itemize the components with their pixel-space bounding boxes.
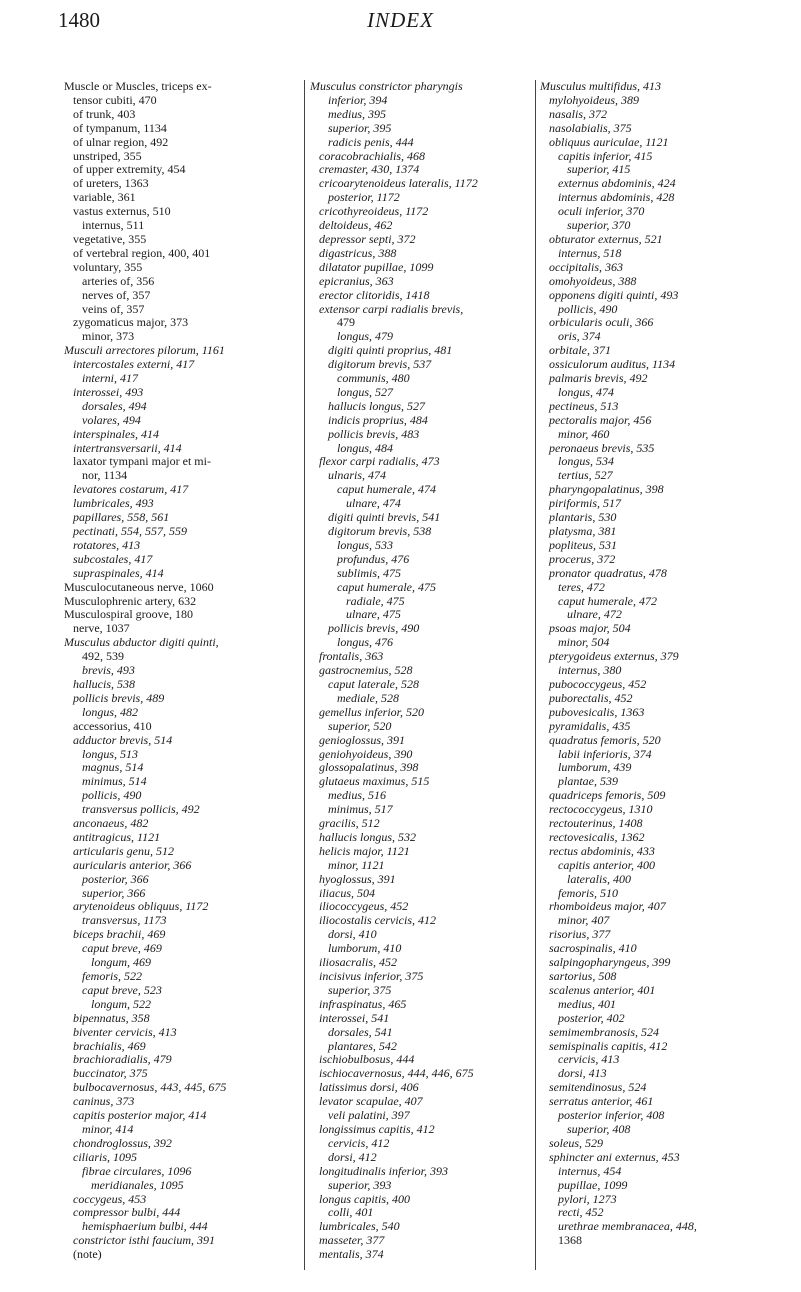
index-subentry: gastrocnemius, 528 [319, 663, 413, 678]
index-subentry: chondroglossus, 392 [73, 1135, 172, 1150]
index-subentry: rectovesicalis, 1362 [549, 829, 645, 844]
index-subentry: laxator tympani major et mi- [73, 454, 211, 469]
index-subentry: oris, 374 [558, 329, 601, 344]
index-subentry: hemisphaerium bulbi, 444 [82, 1219, 208, 1234]
index-subentry: obturator externus, 521 [549, 231, 663, 246]
index-subentry: nerve, 1037 [73, 621, 130, 636]
index-subentry: auricularis anterior, 366 [73, 857, 192, 872]
index-subentry: dorsi, 412 [328, 1149, 377, 1164]
index-subentry: constrictor isthi faucium, 391 [73, 1233, 215, 1248]
index-subentry: biventer cervicis, 413 [73, 1024, 177, 1039]
index-subentry: digitorum brevis, 537 [328, 357, 432, 372]
index-columns [64, 80, 746, 1280]
index-subentry: pollicis brevis, 490 [328, 621, 420, 636]
index-subentry: longitudinalis inferior, 393 [319, 1163, 449, 1178]
index-subentry: rotatores, 413 [73, 537, 141, 552]
index-subentry: transversus pollicis, 492 [82, 802, 200, 817]
index-subentry: minor, 504 [558, 635, 610, 650]
index-subentry: plantares, 542 [328, 1038, 397, 1053]
index-subentry: helicis major, 1121 [319, 843, 410, 858]
index-subentry: pupillae, 1099 [558, 1177, 628, 1192]
index-subentry: rhomboideus major, 407 [549, 899, 666, 914]
index-subentry: digiti quinti proprius, 481 [328, 343, 453, 358]
index-heading: Musculospiral groove, 180 [64, 607, 193, 622]
index-subentry: orbitale, 371 [549, 343, 611, 358]
index-subentry: internus, 380 [558, 663, 622, 678]
index-subentry: adductor brevis, 514 [73, 732, 173, 747]
index-subentry: extensor carpi radialis brevis, [319, 301, 464, 316]
index-subentry: mentalis, 374 [319, 1247, 384, 1262]
index-subentry: superior, 375 [328, 982, 392, 997]
index-subentry: genioglossus, 391 [319, 732, 406, 747]
index-subentry: internus, 518 [558, 245, 622, 260]
index-subentry: internus, 511 [82, 218, 145, 233]
index-subentry: longus, 479 [337, 329, 394, 344]
index-subentry: transversus, 1173 [82, 913, 167, 928]
index-subentry: voluntary, 355 [73, 259, 143, 274]
index-subentry: deltoideus, 462 [319, 218, 393, 233]
index-subentry: minor, 414 [82, 1121, 134, 1136]
index-subentry: scalenus anterior, 401 [549, 982, 656, 997]
index-subentry: incisivus inferior, 375 [319, 969, 424, 983]
index-subentry: biceps brachii, 469 [73, 927, 166, 942]
index-subentry: longus, 527 [337, 384, 394, 399]
index-subentry: caninus, 373 [73, 1094, 135, 1109]
index-subentry: oculi inferior, 370 [558, 204, 645, 219]
index-subentry: of ureters, 1363 [73, 176, 149, 191]
index-subentry: labii inferioris, 374 [558, 746, 652, 761]
index-subentry: caput humerale, 472 [558, 593, 657, 608]
index-subentry: longus, 484 [337, 440, 394, 455]
index-subentry: arteries of, 356 [82, 273, 155, 288]
index-subentry: caput humerale, 475 [337, 579, 436, 594]
index-subentry: pharyngopalatinus, 398 [549, 482, 664, 497]
index-subentry: volares, 494 [82, 412, 141, 427]
index-subentry: bulbocavernosus, 443, 445, 675 [73, 1080, 227, 1095]
index-subentry: depressor septi, 372 [319, 231, 416, 246]
index-subentry: of upper extremity, 454 [73, 162, 186, 177]
index-subentry: pollicis brevis, 483 [328, 426, 420, 441]
index-subentry: cervicis, 412 [328, 1135, 390, 1150]
index-subentry: platysma, 381 [549, 524, 617, 538]
index-subentry: posterior, 366 [82, 871, 149, 886]
index-subentry: pollicis, 490 [82, 788, 142, 803]
index-subentry: ciliaris, 1095 [73, 1149, 138, 1164]
index-subentry: posterior, 402 [558, 1010, 625, 1025]
index-subentry: palmaris brevis, 492 [549, 371, 648, 386]
index-subentry: hyoglossus, 391 [319, 871, 396, 886]
index-subentry: veins of, 357 [82, 301, 145, 316]
index-heading: Musculi arrectores pilorum, 1161 [64, 343, 225, 358]
index-subentry: pylori, 1273 [558, 1191, 617, 1206]
index-subentry: geniohyoideus, 390 [319, 746, 413, 761]
index-subentry: occipitalis, 363 [549, 259, 623, 274]
index-subentry: minor, 373 [82, 329, 135, 344]
index-subentry: pterygoideus externus, 379 [549, 649, 679, 664]
index-subentry: digitorum brevis, 538 [328, 524, 432, 538]
index-subentry: orbicularis oculi, 366 [549, 315, 654, 330]
index-subentry: epicranius, 363 [319, 273, 394, 288]
index-subentry: fibrae circulares, 1096 [82, 1163, 192, 1178]
index-heading: Musculocutaneous nerve, 1060 [64, 579, 214, 594]
index-subentry: levatores costarum, 417 [73, 482, 189, 497]
index-subentry: masseter, 377 [319, 1233, 385, 1248]
index-subentry: superior, 393 [328, 1177, 392, 1192]
index-subentry: obliquus auriculae, 1121 [549, 134, 669, 149]
index-subentry: longus, 476 [337, 635, 394, 650]
index-subentry: rectouterinus, 1408 [549, 816, 643, 831]
index-subentry: sublimis, 475 [337, 565, 402, 580]
index-subentry: semitendinosus, 524 [549, 1080, 647, 1095]
index-subentry: anconaeus, 482 [73, 816, 149, 831]
index-subentry: popliteus, 531 [549, 537, 617, 552]
index-subentry: dorsi, 413 [558, 1066, 607, 1081]
index-subentry: caput breve, 469 [82, 941, 162, 956]
index-subentry: coccygeus, 453 [73, 1191, 147, 1206]
running-head-title: INDEX [367, 8, 434, 32]
index-subentry: gemellus inferior, 520 [319, 704, 424, 719]
index-subentry: levator scapulae, 407 [319, 1094, 423, 1109]
index-heading: Musculophrenic artery, 632 [64, 593, 197, 608]
index-subentry: sphincter ani externus, 453 [549, 1149, 680, 1164]
index-subentry: 492, 539 [82, 649, 124, 664]
index-subentry: ulnare, 474 [346, 496, 401, 511]
index-subentry: meridianales, 1095 [91, 1177, 184, 1192]
index-subentry: glossopalatinus, 398 [319, 760, 419, 775]
index-subentry: cervicis, 413 [558, 1052, 620, 1067]
index-heading: Musculus abductor digiti quinti, [64, 635, 219, 650]
index-column-1 [64, 80, 289, 1272]
index-subentry: 1368 [558, 1233, 582, 1248]
index-subentry: posterior, 1172 [328, 190, 400, 205]
index-subentry: latissimus dorsi, 406 [319, 1080, 419, 1095]
index-subentry: salpingopharyngeus, 399 [549, 955, 671, 970]
index-subentry: externus abdominis, 424 [558, 176, 676, 191]
index-subentry: gracilis, 512 [319, 816, 380, 831]
index-subentry: dilatator pupillae, 1099 [319, 259, 434, 274]
index-subentry: superior, 366 [82, 885, 146, 900]
column-divider [535, 80, 536, 1270]
index-subentry: magnus, 514 [82, 760, 144, 775]
index-subentry: piriformis, 517 [549, 496, 622, 511]
index-subentry: supraspinales, 414 [73, 565, 164, 580]
index-subentry: dorsales, 494 [82, 398, 147, 413]
index-subentry: iliococcygeus, 452 [319, 899, 409, 914]
index-subentry: lumborum, 439 [558, 760, 632, 775]
index-subentry: ischiocavernosus, 444, 446, 675 [319, 1066, 474, 1081]
index-subentry: cricothyreoideus, 1172 [319, 204, 429, 219]
index-subentry: tertius, 527 [558, 468, 613, 483]
index-subentry: ischiobulbosus, 444 [319, 1052, 415, 1067]
index-subentry: of trunk, 403 [73, 106, 136, 121]
page-number: 1480 [58, 8, 100, 32]
index-subentry: caput breve, 523 [82, 982, 162, 997]
index-subentry: nor, 1134 [82, 468, 128, 483]
index-subentry: soleus, 529 [549, 1135, 603, 1150]
index-subentry: nasolabialis, 375 [549, 120, 632, 135]
index-subentry: cricoarytenoideus lateralis, 1172 [319, 176, 478, 191]
index-subentry: capitis inferior, 415 [558, 148, 653, 163]
index-subentry: serratus anterior, 461 [549, 1094, 654, 1109]
index-subentry: brevis, 493 [82, 663, 135, 678]
index-subentry: pubococcygeus, 452 [549, 676, 647, 691]
index-subentry: articularis genu, 512 [73, 843, 174, 858]
index-subentry: communis, 480 [337, 371, 410, 386]
index-subentry: lumbricales, 540 [319, 1219, 400, 1234]
index-subentry: lumborum, 410 [328, 941, 402, 956]
index-subentry: buccinator, 375 [73, 1066, 148, 1081]
index-heading: Muscle or Muscles, triceps ex- [64, 79, 212, 93]
index-subentry: opponens digiti quinti, 493 [549, 287, 679, 302]
index-subentry: pectineus, 513 [549, 398, 619, 413]
index-subentry: posterior inferior, 408 [558, 1108, 665, 1123]
index-subentry: pyramidalis, 435 [549, 718, 631, 733]
index-subentry: internus, 454 [558, 1163, 622, 1178]
index-subentry: intertransversarii, 414 [73, 440, 182, 455]
index-subentry: pectinati, 554, 557, 559 [73, 524, 187, 538]
index-subentry: procerus, 372 [549, 551, 616, 566]
index-subentry: zygomaticus major, 373 [73, 315, 189, 330]
index-subentry: urethrae membranacea, 448, [558, 1219, 697, 1234]
index-subentry: tensor cubiti, 470 [73, 92, 157, 107]
index-subentry: caput humerale, 474 [337, 482, 436, 497]
index-subentry: subcostales, 417 [73, 551, 153, 566]
index-subentry: ossiculorum auditus, 1134 [549, 357, 676, 372]
index-subentry: sartorius, 508 [549, 969, 617, 983]
index-subentry: minor, 407 [558, 913, 610, 928]
index-subentry: semimembranosis, 524 [549, 1024, 659, 1039]
index-subentry: medius, 401 [558, 996, 616, 1011]
index-subentry: nerves of, 357 [82, 287, 151, 302]
index-subentry: medius, 516 [328, 788, 386, 803]
index-subentry: puborectalis, 452 [549, 690, 633, 705]
index-subentry: capitis anterior, 400 [558, 857, 656, 872]
index-subentry: hallucis longus, 527 [328, 398, 426, 413]
index-subentry: longus, 533 [337, 537, 394, 552]
index-subentry: digiti quinti brevis, 541 [328, 510, 441, 525]
index-subentry: capitis posterior major, 414 [73, 1108, 207, 1123]
index-subentry: longus, 534 [558, 454, 615, 469]
index-subentry: profundus, 476 [337, 551, 410, 566]
index-subentry: dorsi, 410 [328, 927, 377, 942]
index-subentry: longum, 469 [91, 955, 151, 970]
index-column-3 [540, 80, 748, 1272]
index-subentry: flexor carpi radialis, 473 [319, 454, 440, 469]
index-subentry: superior, 408 [567, 1121, 631, 1136]
index-subentry: infraspinatus, 465 [319, 996, 407, 1011]
index-subentry: superior, 395 [328, 120, 392, 135]
index-subentry: inferior, 394 [328, 92, 388, 107]
index-subentry: omohyoideus, 388 [549, 273, 637, 288]
index-subentry: pronator quadratus, 478 [549, 565, 667, 580]
index-subentry: antitragicus, 1121 [73, 829, 161, 844]
index-subentry: radiale, 475 [346, 593, 405, 608]
index-subentry: iliosacralis, 452 [319, 955, 398, 970]
index-subentry: iliocostalis cervicis, 412 [319, 913, 436, 928]
index-subentry: plantaris, 530 [549, 510, 617, 525]
index-subentry: 479 [337, 315, 355, 330]
index-subentry: variable, 361 [73, 190, 136, 205]
index-subentry: ulnare, 472 [567, 607, 622, 622]
index-subentry: brachialis, 469 [73, 1038, 146, 1053]
index-heading: Musculus constrictor pharyngis [310, 79, 463, 93]
index-subentry: minimus, 517 [328, 802, 393, 817]
index-subentry: medius, 395 [328, 106, 386, 121]
index-subentry: psoas major, 504 [549, 621, 631, 636]
index-subentry: pollicis, 490 [558, 301, 618, 316]
index-subentry: recti, 452 [558, 1205, 604, 1220]
index-subentry: lumbricales, 493 [73, 496, 154, 511]
index-subentry: plantae, 539 [558, 774, 618, 789]
index-subentry: brachioradialis, 479 [73, 1052, 172, 1067]
page-header [58, 6, 743, 42]
index-heading: Musculus multifidus, 413 [540, 79, 662, 93]
index-subentry: mylohyoideus, 389 [549, 92, 639, 107]
index-subentry: hallucis longus, 532 [319, 829, 417, 844]
index-subentry: frontalis, 363 [319, 649, 384, 664]
index-subentry: superior, 370 [567, 218, 631, 233]
index-subentry: interossei, 541 [319, 1010, 390, 1025]
index-subentry: caput laterale, 528 [328, 676, 419, 691]
index-subentry: longus, 482 [82, 704, 139, 719]
index-subentry: digastricus, 388 [319, 245, 397, 260]
index-subentry: rectococcygeus, 1310 [549, 802, 653, 817]
index-subentry: ulnaris, 474 [328, 468, 387, 483]
index-subentry: risorius, 377 [549, 927, 611, 942]
index-subentry: rectus abdominis, 433 [549, 843, 655, 858]
index-subentry: superior, 415 [567, 162, 631, 177]
index-subentry: longus capitis, 400 [319, 1191, 411, 1206]
index-subentry: peronaeus brevis, 535 [549, 440, 655, 455]
index-subentry: coracobrachialis, 468 [319, 148, 425, 163]
index-subentry: sacrospinalis, 410 [549, 941, 637, 956]
index-subentry: ulnare, 475 [346, 607, 401, 622]
index-subentry: compressor bulbi, 444 [73, 1205, 181, 1220]
index-subentry: of vertebral region, 400, 401 [73, 245, 211, 260]
index-subentry: lateralis, 400 [567, 871, 632, 886]
index-subentry: of ulnar region, 492 [73, 134, 169, 149]
index-subentry: hallucis, 538 [73, 676, 135, 691]
index-subentry: interni, 417 [82, 371, 138, 386]
index-subentry: nasalis, 372 [549, 106, 608, 121]
index-subentry: quadriceps femoris, 509 [549, 788, 666, 803]
index-column-2 [310, 80, 532, 1272]
index-subentry: longum, 522 [91, 996, 151, 1011]
index-subentry: pubovesicalis, 1363 [549, 704, 645, 719]
index-subentry: interossei, 493 [73, 384, 144, 399]
index-subentry: minor, 1121 [328, 857, 385, 872]
index-subentry: superior, 520 [328, 718, 392, 733]
index-subentry: indicis proprius, 484 [328, 412, 428, 427]
index-subentry: minor, 460 [558, 426, 610, 441]
index-subentry: intercostales externi, 417 [73, 357, 195, 372]
index-subentry: teres, 472 [558, 579, 605, 594]
index-subentry: erector clitoridis, 1418 [319, 287, 430, 302]
index-subentry: pollicis brevis, 489 [73, 690, 165, 705]
index-subentry: femoris, 510 [558, 885, 618, 900]
index-subentry: arytenoideus obliquus, 1172 [73, 899, 209, 914]
index-subentry: veli palatini, 397 [328, 1108, 410, 1123]
index-subentry: mediale, 528 [337, 690, 399, 705]
index-subentry: colli, 401 [328, 1205, 374, 1220]
index-subentry: vastus externus, 510 [73, 204, 171, 219]
index-subentry: vegetative, 355 [73, 231, 147, 246]
index-subentry: of tympanum, 1134 [73, 120, 167, 135]
index-subentry: interspinales, 414 [73, 426, 159, 441]
index-subentry: quadratus femoris, 520 [549, 732, 661, 747]
index-subentry: (note) [73, 1247, 102, 1262]
index-subentry: radicis penis, 444 [328, 134, 414, 149]
index-subentry: longissimus capitis, 412 [319, 1121, 435, 1136]
index-subentry: internus abdominis, 428 [558, 190, 675, 205]
index-subentry: cremaster, 430, 1374 [319, 162, 420, 177]
index-subentry: minimus, 514 [82, 774, 147, 789]
index-subentry: papillares, 558, 561 [73, 510, 170, 525]
index-subentry: longus, 474 [558, 384, 615, 399]
index-subentry: unstriped, 355 [73, 148, 142, 163]
index-subentry: longus, 513 [82, 746, 139, 761]
index-subentry: accessorius, 410 [73, 718, 152, 733]
index-subentry: dorsales, 541 [328, 1024, 393, 1039]
index-subentry: femoris, 522 [82, 969, 142, 983]
index-subentry: iliacus, 504 [319, 885, 375, 900]
index-subentry: semispinalis capitis, 412 [549, 1038, 668, 1053]
index-subentry: glutaeus maximus, 515 [319, 774, 430, 789]
index-subentry: pectoralis major, 456 [549, 412, 652, 427]
column-divider [304, 80, 305, 1270]
index-subentry: bipennatus, 358 [73, 1010, 150, 1025]
